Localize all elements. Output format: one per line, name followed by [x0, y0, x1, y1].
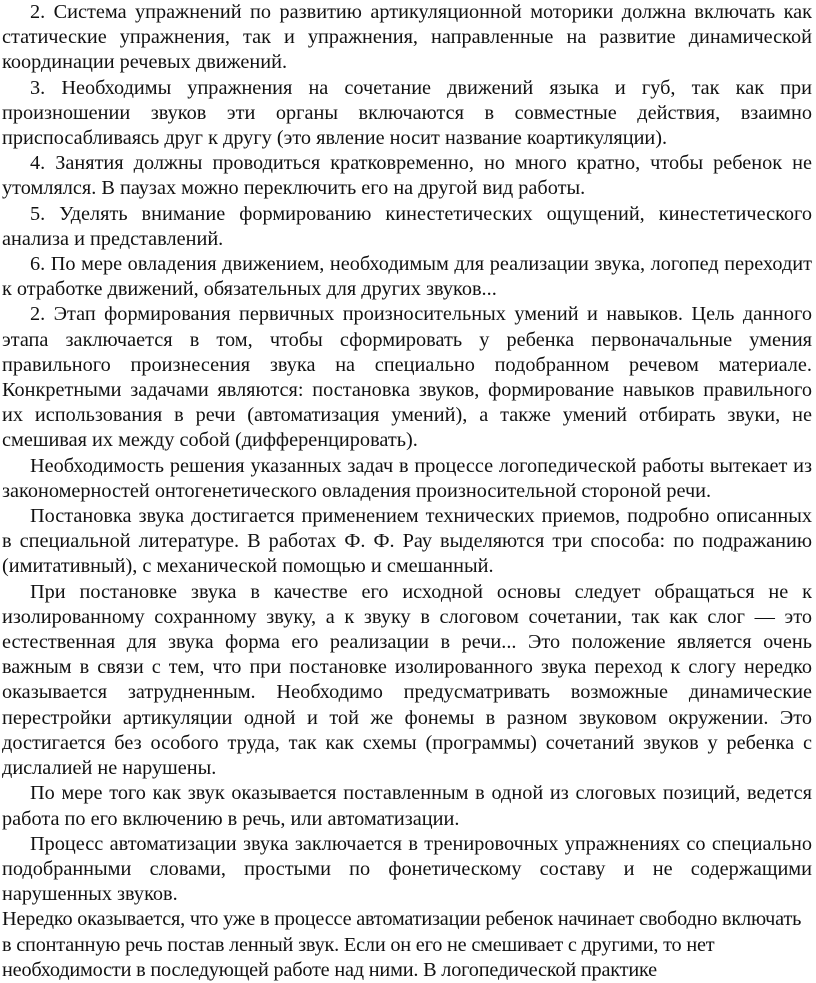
paragraph-item-3: 3. Необходимы упражнения на сочетание движений языка и губ, так как при произношении звуков эти органы включаются в совместные действия, взаимно приспосабливаясь друг к другу (это явление носит название коартикуляции).: [2, 76, 812, 150]
paragraph-automation-intro: По мере того как звук оказывается поставленным в одной из слоговых позиций, ведется работа по его включению в речь, или автоматизации.: [2, 782, 812, 830]
paragraph-automation-process: Процесс автоматизации звука заключается в тренировочных упражнениях со специально подобранными словами, простыми по фонетическому составу и не содержащими нарушенных звуков.: [2, 832, 812, 906]
paragraph-necessity: Необходимость решения указанных задач в процессе логопедической работы вытекает из закономерностей онтогенетического овладения произносительной стороной речи.: [2, 454, 812, 502]
paragraph-spontaneous-speech: Нередко оказывается, что уже в процессе автоматизации ребенок начинает свободно включать в спонтанную речь постав ленный звук. Если он его не смешивает с другими, то нет необходимости в последующей работе над ними. В логопедической практике: [2, 908, 802, 981]
paragraph-stage-2: 2. Этап формирования первичных произносительных умений и навыков. Цель данного этапа заключается в том, чтобы сформировать у ребенка первоначальные умения правильного произнесения звука на специально подобранном речевом материале. Конкретными задачами являются: постановка звуков, формирование навыков правильного их использования в речи (автоматизация умений), а также умений отбирать звуки, не смешивая их между собой (дифференцировать).: [2, 303, 812, 452]
paragraph-syllable-basis: При постановке звука в качестве его исходной основы следует обращаться не к изолированному сохранному звуку, а к звуку в слоговом сочетании, так как слог — это естественная для звука форма его реализации в речи... Это положение является очень важным в связи с тем, что при постановке изолированного звука переход к слогу нередко оказывается затрудненным. Необходимо предусматривать возможные динамические перестройки артикуляции одной и той же фонемы в разном звуковом окружении. Это достигается без особого труда, так как схемы (программы) сочетаний звуков у ребенка с дислалией не нарушены.: [2, 580, 812, 780]
paragraph-sound-setting: Постановка звука достигается применением технических приемов, подробно описанных в специальной литературе. В работах Ф. Ф. Рау выделяются три способа: по подражанию (имитативный), с механической помощью и смешанный.: [2, 505, 812, 578]
paragraph-item-2: 2. Система упражнений по развитию артикуляционной моторики должна включать как статические упражнения, так и упражнения, направленные на развитие динамической координации речевых движений.: [2, 1, 812, 74]
paragraph-item-5: 5. Уделять внимание формированию кинестетических ощущений, кинестетического анализа и представлений.: [2, 202, 812, 250]
paragraph-item-4: 4. Занятия должны проводиться кратковременно, но много кратно, чтобы ребенок не утомлялся. В паузах можно переключить его на другой вид работы.: [2, 152, 812, 200]
paragraph-item-6: 6. По мере овладения движением, необходимым для реализации звука, логопед переходит к отработке движений, обязательных для других звуков...: [2, 253, 812, 301]
